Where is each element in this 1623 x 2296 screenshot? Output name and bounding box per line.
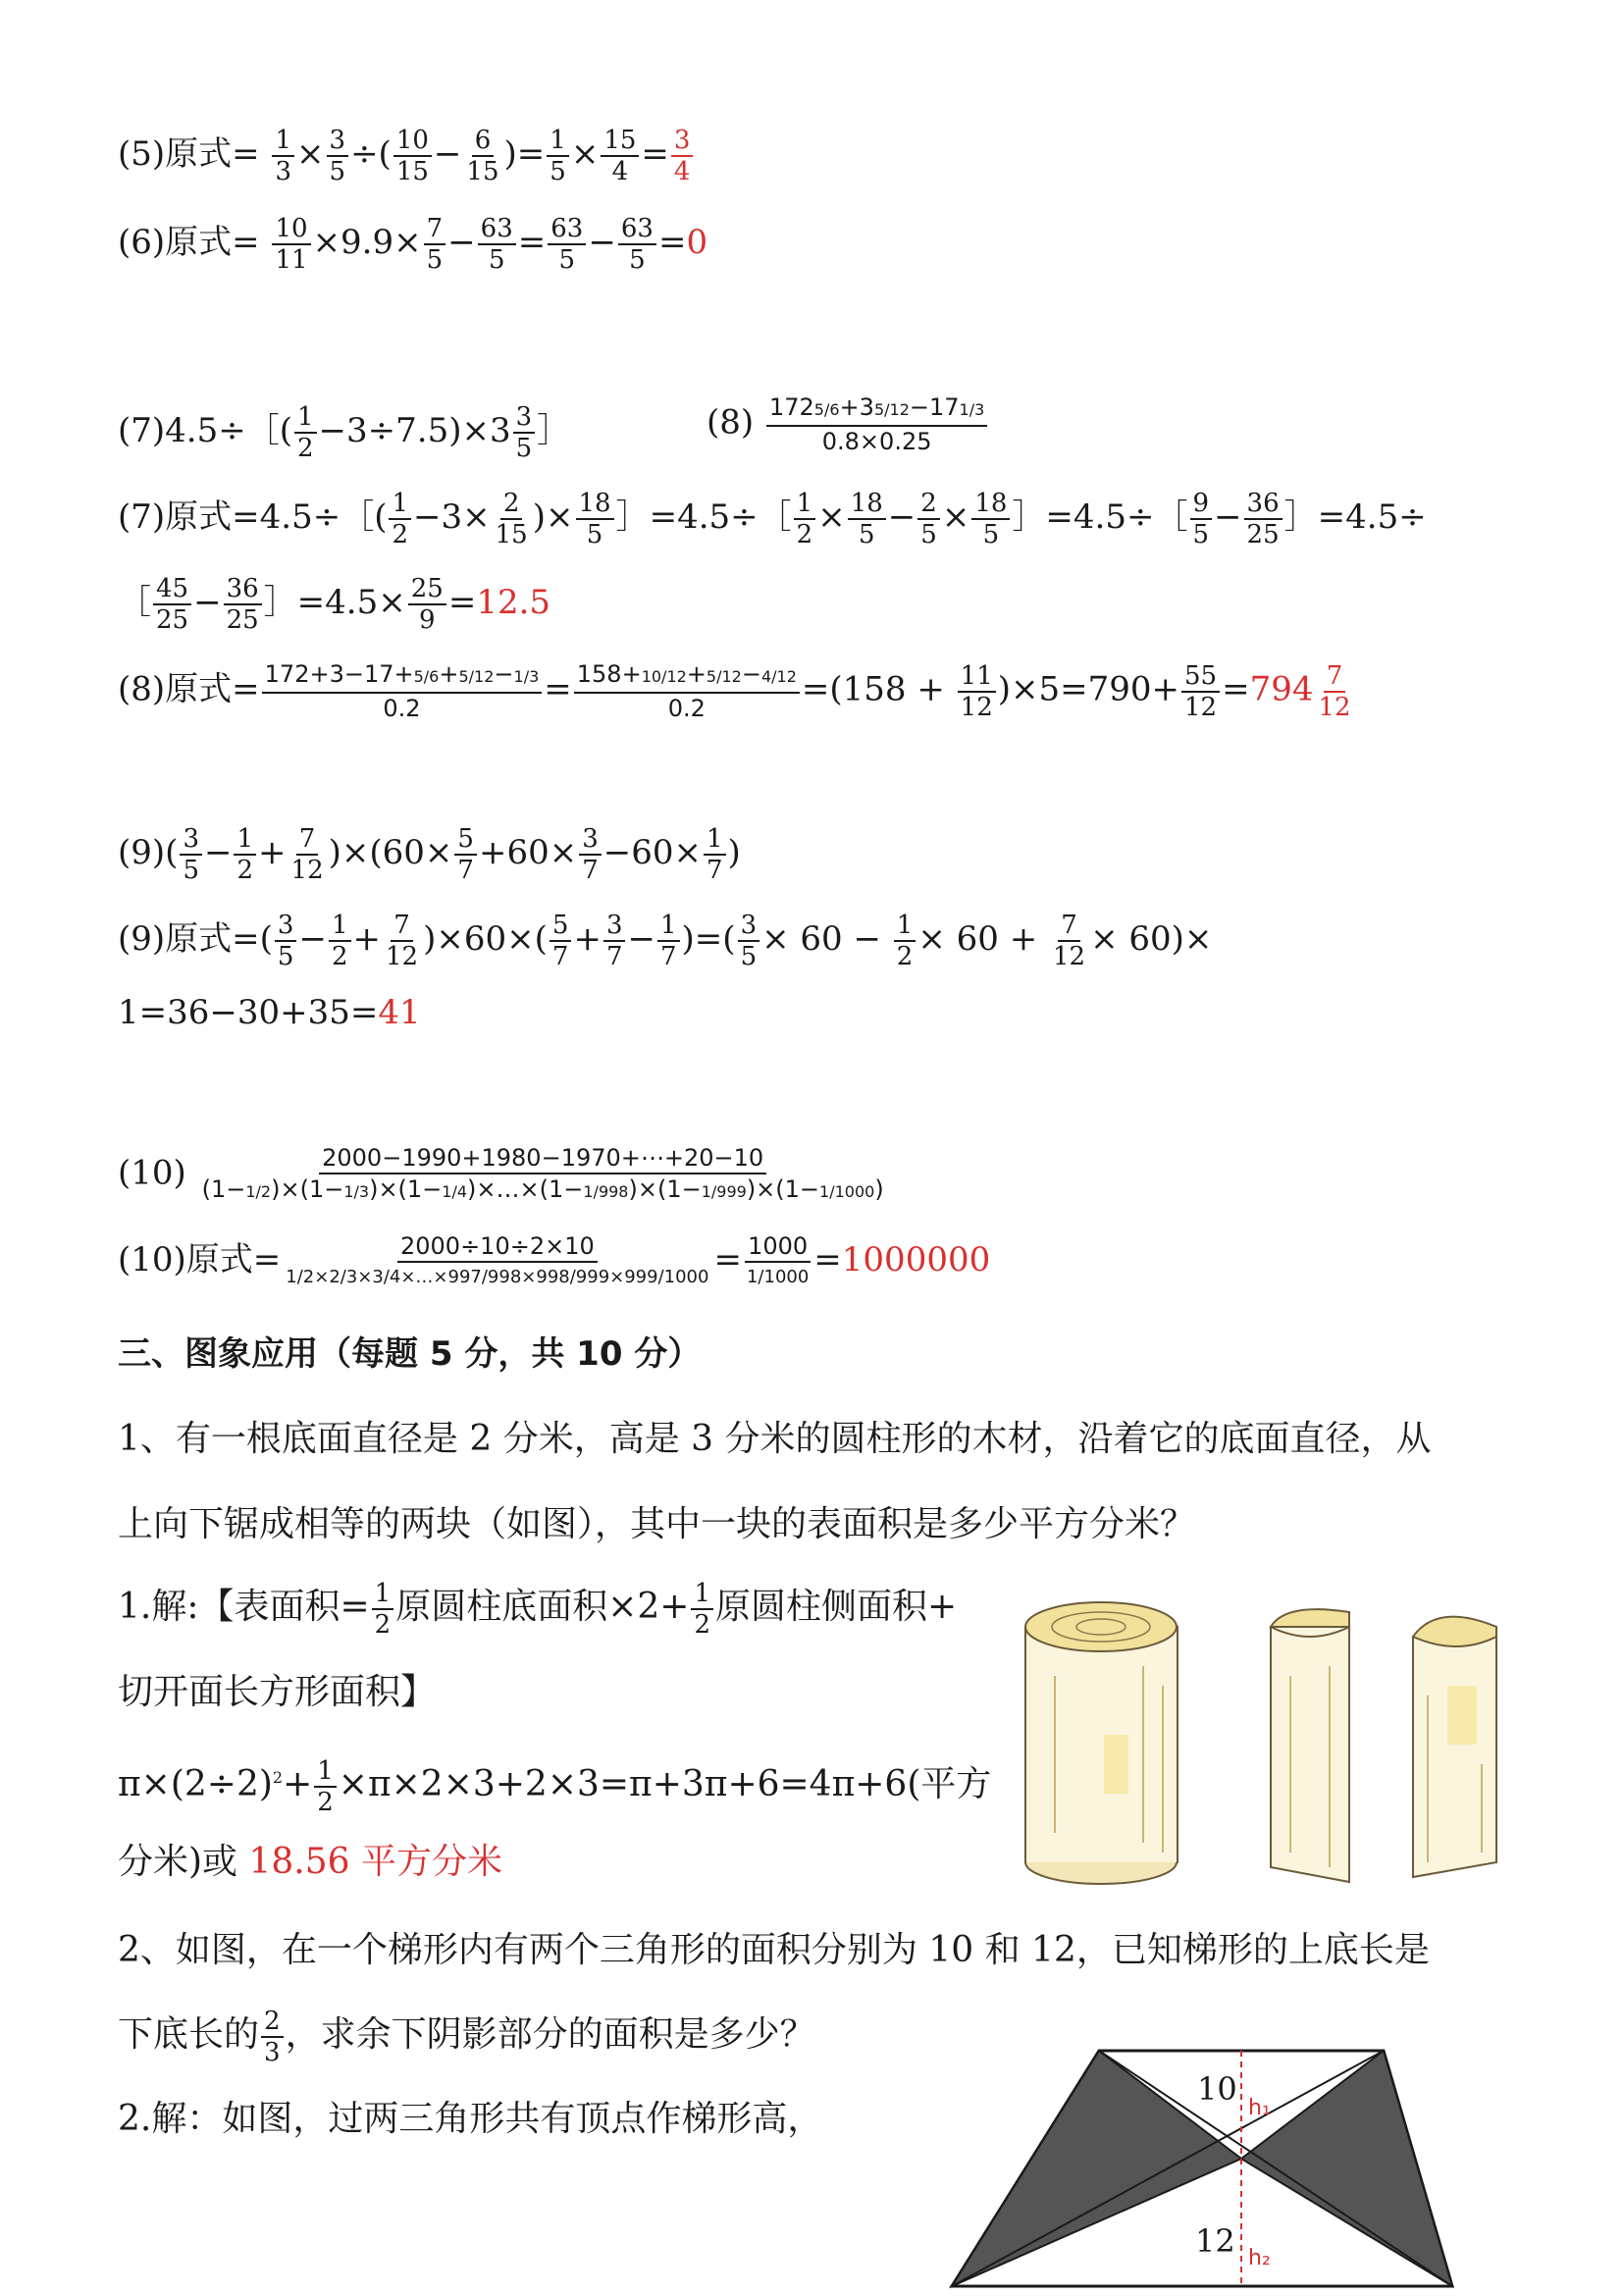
- label: (8): [707, 402, 755, 443]
- label-12: 12: [1195, 2222, 1235, 2260]
- answer-q1: 18.56 平方分米: [248, 1842, 503, 1882]
- problem-7-answer: (7)原式=4.5÷［( $\frac{1}{2}$ −3× $\frac{2}{15}$ )× $\frac{18}{5}$ ］=4.5÷［ $\frac{1}{2}$ × $\frac{18}{5}$ − $\frac{2}{5}$ × $\frac{18}{5}$ ］=4.5÷［ $\frac{9}{5}$ − $\frac{36}{25}$ ］=4.5÷: [118, 489, 1427, 549]
- whole-log-icon: [1025, 1602, 1178, 1884]
- text: 分米)或: [118, 1842, 238, 1882]
- q1-text-1: 1、有一根底面直径是 2 分米，高是 3 分米的圆柱形的木材，沿着它的底面直径，从: [118, 1419, 1432, 1459]
- text: ，求余下阴影部分的面积是多少？: [285, 2014, 815, 2055]
- label: (7)4.5÷［(: [118, 411, 292, 450]
- q1-solution-2: 切开面长方形面积】: [118, 1672, 437, 1712]
- answer-8-int: 794: [1249, 669, 1314, 709]
- q1-solution-1: 1.解:【表面积= $\frac{1}{2}$ 原圆柱底面积×2+ $\frac{1}{2}$ 原圆柱侧面积+: [118, 1579, 958, 1640]
- text: 1.解:【表面积=: [118, 1587, 370, 1627]
- answer-8-frac: $\frac{7}{12}$: [1318, 660, 1351, 722]
- label-h2: h₂: [1248, 2246, 1271, 2270]
- problem-7-answer-cont: ［ $\frac{45}{25}$ − $\frac{36}{25}$ ］=4.5× $\frac{25}{9}$ =12.5: [118, 574, 551, 635]
- answer-5: $\frac{3}{4}$: [671, 126, 694, 186]
- section-title: 三、图象应用（每题 5 分，共 10 分）: [118, 1334, 702, 1374]
- label: (7)原式=4.5÷［(: [118, 497, 388, 537]
- text: 原圆柱底面积×2+: [395, 1587, 690, 1627]
- q2-text-1: 2、如图，在一个梯形内有两个三角形的面积分别为 10 和 12，已知梯形的上底长是: [118, 1930, 1430, 1970]
- text: ×π×2×3+2×3=π+3π+6=4π+6(平方: [338, 1764, 992, 1804]
- text: π×(2÷2): [118, 1764, 273, 1804]
- q2-solution-1: 2.解：如图，过两三角形共有顶点作梯形高，: [118, 2099, 823, 2139]
- q2-text-2: 下底长的 $\frac{2}{3}$ ，求余下阴影部分的面积是多少？: [118, 2007, 815, 2067]
- label: (6)原式=: [118, 223, 260, 262]
- q1-text-2: 上向下锯成相等的两块（如图），其中一块的表面积是多少平方分米？: [118, 1504, 1196, 1544]
- problem-10-question: (10) $\frac{2000-1990+1980-1970+\cdots+20-10}{(1-1/2)\times(1-1/3)\times(1-1/4)\times\dots\times(1-1/998)\times(1-1/999)\times(1-1/1000)}$: [118, 1144, 884, 1203]
- label-h1: h₁: [1248, 2096, 1271, 2120]
- label: (8)原式=: [118, 669, 260, 709]
- q1-solution-4: [118, 1833, 1001, 1892]
- half-log-left-icon: [1271, 1609, 1349, 1882]
- label: 1=36−30+35=: [118, 993, 379, 1032]
- answer-6: 0: [686, 223, 708, 262]
- problem-8-question: (8) $\frac{1725/6+35/12-171/3}{0.8\times 0.25}$: [707, 392, 989, 456]
- problem-7-question: (7)4.5÷［( $\frac{1}{2}$ −3÷7.5)×3 $\frac{3}{5}$ ］: [118, 402, 571, 463]
- text: 下底长的: [118, 2014, 260, 2055]
- answer-9: 41: [378, 993, 421, 1032]
- problem-8-answer: (8)原式= $\frac{172+3-17+5/6+5/12-1/3}{0.2}$ = $\frac{158+10/12+5/12-4/12}{0.2}$ =(158 + $\frac{11}{12}$ )×5=790+ $\frac{55}{12}$ =794 $\frac{7}{12}$: [118, 659, 1356, 723]
- problem-9-answer-cont: [118, 991, 421, 1034]
- problem-6-answer: (6)原式= $\frac{10}{11}$ ×9.9× $\frac{7}{5}$ − $\frac{63}{5}$ = $\frac{63}{5}$ − $\frac{63}{5}$ =0: [118, 214, 708, 275]
- trapezoid-diagram: [942, 2041, 1492, 2296]
- half-log-right-icon: [1413, 1617, 1496, 1877]
- label: (9)原式=(: [118, 919, 273, 959]
- label: (9)(: [118, 833, 179, 872]
- answer-10: 1000000: [841, 1240, 991, 1279]
- q1-solution-3: $\pi\times(2\div 2)^2+$ $\frac{1}{2}$ ×π×2×3+2×3=π+3π+6=4π+6(平方: [118, 1756, 992, 1817]
- cylinder-wood-illustration: [1016, 1588, 1526, 1892]
- label: (5)原式=: [118, 134, 260, 174]
- label-10: 10: [1197, 2070, 1237, 2108]
- problem-9-answer: (9)原式=( $\frac{3}{5}$ − $\frac{1}{2}$ + $\frac{7}{12}$ )×60×( $\frac{5}{7}$ + $\frac{3}{7}$ − $\frac{1}{7}$ )=( $\frac{3}{5}$ × 60 − $\frac{1}{2}$ × 60 + $\frac{7}{12}$ × 60)×: [118, 911, 1213, 971]
- text: 原圆柱侧面积+: [714, 1587, 958, 1627]
- problem-9-question: (9)( $\frac{3}{5}$ − $\frac{1}{2}$ + $\frac{7}{12}$ )×(60× $\frac{5}{7}$ +60× $\frac{3}{7}$ −60× $\frac{1}{7}$ ): [118, 824, 741, 885]
- answer-7: 12.5: [476, 583, 551, 622]
- problem-10-answer: (10)原式= $\frac{2000\div 10\div 2\times 10}{1/2\times 2/3\times 3/4\times\dots\times 997/998\times 998/999\times 999/1000}$ = $\frac{1000}{1/1000}$ =1000000: [118, 1232, 991, 1287]
- label: (10): [118, 1153, 186, 1193]
- label: (10)原式=: [118, 1240, 282, 1279]
- problem-5-answer: (5)原式= $\frac{1}{3}$ × $\frac{3}{5}$ ÷( $\frac{10}{15}$ − $\frac{6}{15}$ )= $\frac{1}{5}$ × $\frac{15}{4}$ = $\frac{3}{4}$: [118, 126, 695, 186]
